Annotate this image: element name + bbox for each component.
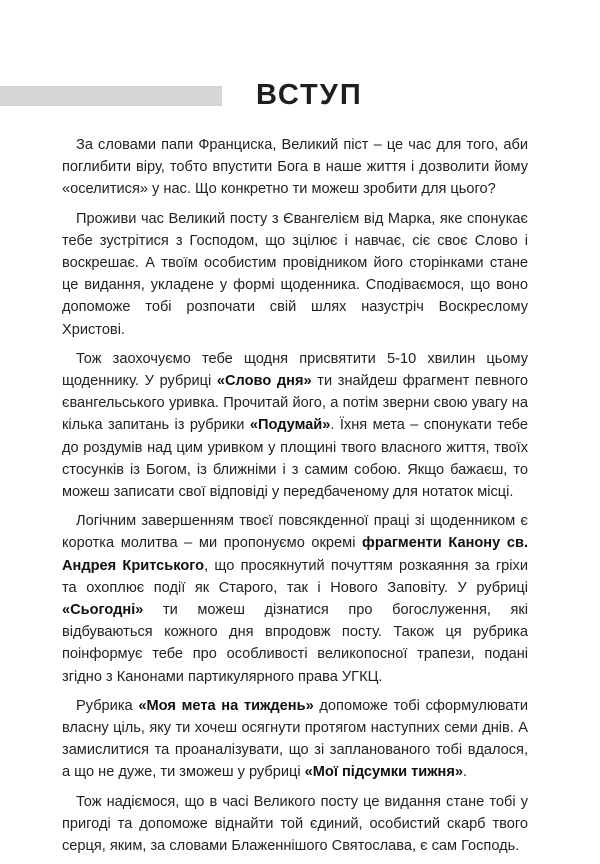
text-run: . Їхня мета – спонукати тебе до роздумів над цим уривком у площині твого власного життя, твоїх стосунків із Богом, із ближніми і з самим собою. Якщо бажаєш, то можеш записати свої відповіді у передбаченому для нотаток місці. — [62, 417, 528, 501]
text-run: Тож надіємося, що в часі Великого посту це видання стане тобі у пригоді та допоможе віднайти той єдиний, особистий скарб твого серця, яким, за словами Блаженнішого Святослава, є сам Господь. — [62, 793, 528, 855]
body-text — [62, 134, 528, 864]
text-run: . — [463, 764, 468, 781]
bold-phrase: «Слово дня» — [216, 373, 312, 390]
text-run: За словами папи Франциска, Великий піст – це час для того, аби поглибити віру, тобто впустити Бога в наше життя і дозволити йому «оселитися» у нас. Що конкретно ти можеш зробити для цього? — [62, 137, 528, 198]
page-title: ВСТУП — [256, 79, 363, 111]
text-run: ти знайдеш фрагмент певного євангельського уривка. Прочитай його, а потім зверни свою увагу на кілька запитань із рубрики — [62, 373, 528, 434]
paragraph-4 — [62, 510, 528, 688]
text-run: Проживи час Великий посту з Євангелієм від Марка, яке спонукає тебе зустрітися з Господом, що зцілює і навчає, сіє своє Слово і воскрешає. А твоїм особистим провідником його сторінками стане це видання, укладене у формі щоденника. Сподіваємося, що воно допоможе тобі розпочати свій шлях назустріч Воскреслому Христові. — [62, 210, 528, 338]
text-run: Тож заохочуємо тебе щодня присвятити 5-10 хвилин цьому щоденнику. У рубриці — [62, 350, 528, 390]
paragraph-3 — [62, 348, 528, 503]
bold-phrase: «Моя мета на тиждень» — [138, 697, 314, 714]
bold-phrase: «Подумай» — [249, 417, 331, 434]
text-run: , що просякнутий почуттям розкаяння за гріхи та охоплює події як Старого, так і Нового Заповіту. У рубриці — [62, 557, 528, 596]
text-run: допоможе тобі сформулювати власну ціль, яку ти хочеш осягнути протягом наступних семи днів. А замислитися та проаналізувати, що зі запланованого тобі вдалося, а що не дуже, ти зможеш у рубриці — [62, 697, 528, 781]
paragraph-6 — [62, 791, 528, 858]
bold-phrase: «Сьогодні» — [62, 602, 144, 619]
bold-phrase: «Мої підсумки тижня» — [304, 764, 464, 781]
bold-phrase: фрагменти Канону св. Андрея Критського — [62, 535, 528, 574]
text-run: ти можеш дізнатися про богослуження, які відбуваються кожного дня впродовж посту. Також ця рубрика поінформує тебе про особливості великопосної трапези, подані згідно з Канонами партикулярного права УГКЦ. — [62, 602, 528, 685]
text-run: Рубрика — [76, 697, 139, 714]
paragraph-2 — [62, 208, 528, 341]
paragraph-1 — [62, 134, 528, 201]
paragraph-5 — [62, 695, 528, 784]
header-bar — [0, 86, 222, 106]
text-run: Логічним завершенням твоєї повсякденної праці зі щоденником є коротка молитва – ми пропонуємо окремі — [62, 513, 528, 552]
